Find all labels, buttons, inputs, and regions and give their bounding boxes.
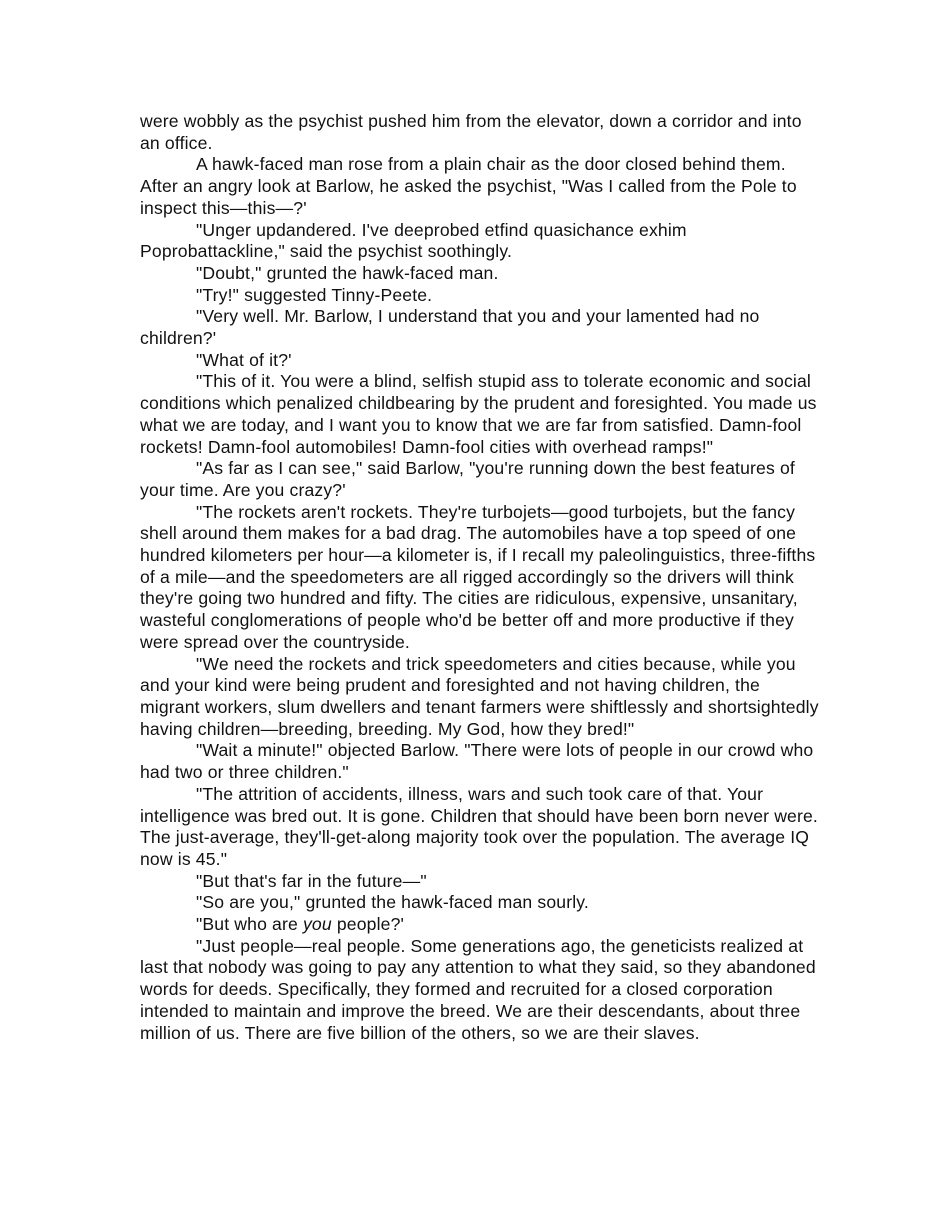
paragraph-text: A hawk-faced man rose from a plain chair as the door closed behind them. After an angry look at Barlow, he asked the psychist, "Was I called from the Pole to inspect this—this—?' [140,154,797,218]
paragraph [140,263,820,285]
paragraph [140,936,820,1045]
paragraph-text: "So are you," grunted the hawk-faced man sourly. [196,892,589,913]
paragraph [140,285,820,307]
paragraph [140,458,820,501]
paragraph-text: "The rockets aren't rockets. They're turbojets—good turbojets, but the fancy shell around them makes for a bad drag. The automobiles have a top speed of one hundred kilometers per hour—a kilometer is, if I recall my paleolinguistics, three-fifths of a mile—and the speedometers are all rigged accordingly so the drivers will think they're going two hundred and fifty. The cities are ridiculous, expensive, unsanitary, wasteful conglomerations of people who'd be better off and more productive if they were spread over the countryside. [140,501,816,652]
paragraph-text: "Doubt," grunted the hawk-faced man. [196,262,499,283]
paragraph-text: "What of it?' [196,349,292,370]
paragraph-text: "Unger updandered. I've deeprobed etfind quasichance exhim Poprobattackline," said the psychist soothingly. [140,219,687,262]
paragraph-text: "As far as I can see," said Barlow, "you're running down the best features of your time. Are you crazy?' [140,458,795,500]
paragraph-text: "This of it. You were a blind, selfish stupid ass to tolerate economic and social conditions which penalized childbearing by the prudent and foresighted. You made us what we are today, and I want you to know that we are far from satisfied. Damn-fool rockets! Damn-fool automobiles! Damn-fool cities with overhead ramps!" [140,371,817,457]
body-text [140,111,820,1044]
paragraph [140,306,820,349]
paragraph-text: "Try!" suggested Tinny-Peete. [196,284,433,305]
emphasized-text: you [302,914,332,935]
paragraph [140,740,820,783]
paragraph-text: people?' [331,914,405,935]
paragraph-text: "We need the rockets and trick speedometers and cities because, while you and your kind were being prudent and foresighted and not having children, the migrant workers, slum dwellers and tenant farmers were shiftlessly and shortsightedly having children—breeding, breeding. My God, how they bred!" [140,653,819,739]
paragraph [140,871,820,893]
paragraph-text: "Wait a minute!" objected Barlow. "There were lots of people in our crowd who had two or three children." [140,740,814,783]
paragraph-text: were wobbly as the psychist pushed him from the elevator, down a corridor and into an office. [140,111,802,153]
paragraph-text: "The attrition of accidents, illness, wars and such took care of that. Your intelligence was bred out. It is gone. Children that should have been born never were. The just-average, they'll-get-along majority took over the population. The average IQ now is 45." [140,783,818,869]
paragraph [140,371,820,458]
paragraph [140,654,820,741]
paragraph-text: "But that's far in the future—" [196,870,427,891]
paragraph [140,350,820,372]
paragraph [140,914,820,936]
paragraph-text: "But who are [196,914,303,935]
paragraph [140,111,820,154]
paragraph-text: "Just people—real people. Some generations ago, the geneticists realized at last that nobody was going to pay any attention to what they said, so they abandoned words for deeds. Specifically, they formed and recruited for a closed corporation intended to maintain and improve the breed. We are their descendants, about three million of us. There are five billion of the others, so we are their slaves. [140,935,816,1043]
paragraph-text: "Very well. Mr. Barlow, I understand that you and your lamented had no children?' [140,306,760,349]
paragraph [140,220,820,263]
paragraph [140,892,820,914]
paragraph [140,154,820,219]
paragraph [140,502,820,654]
paragraph [140,784,820,871]
